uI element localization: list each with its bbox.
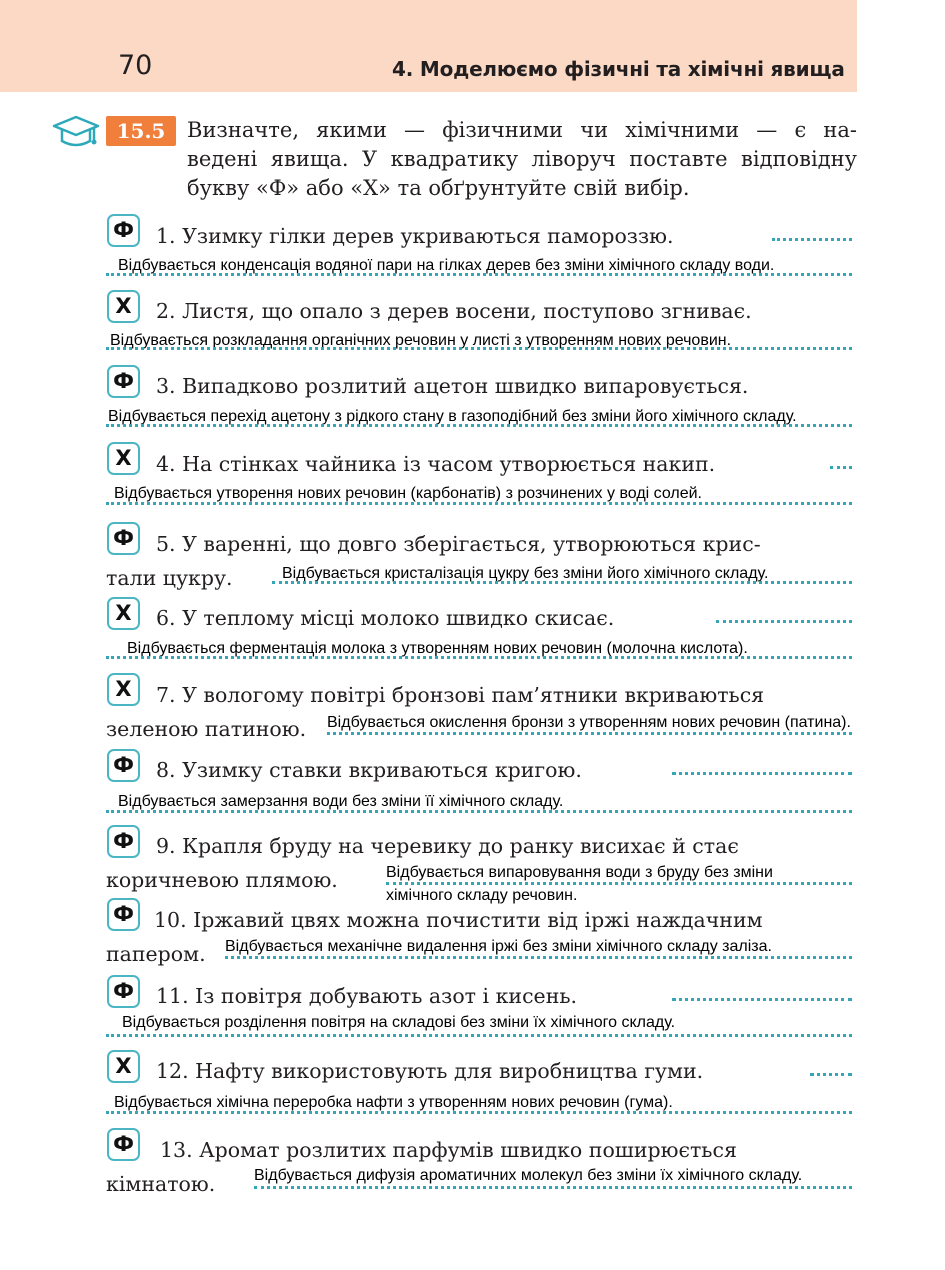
task-line: букву «Ф» або «Х» та обґрунтуйте свій вибір. <box>187 176 690 200</box>
answer-line <box>106 1111 852 1114</box>
answer-box[interactable]: Ф <box>107 522 140 555</box>
task-number-badge: 15.5 <box>106 116 176 146</box>
answer-line <box>810 1073 852 1076</box>
answer-box[interactable]: Ф <box>107 214 140 247</box>
item-text: зеленою патиною. <box>106 717 307 741</box>
answer-line <box>106 273 852 276</box>
item-text: 5. У варенні, що довго зберігається, утворюються крис- <box>156 532 761 556</box>
item-text: тали цукру. <box>106 566 233 590</box>
item-text: 12. Нафту використовують для виробництва гуми. <box>156 1059 704 1083</box>
answer-text[interactable]: Відбувається розділення повітря на складові без зміни їх хімічного складу. <box>122 1014 676 1031</box>
answer-box[interactable]: Х <box>107 1050 140 1083</box>
answer-box[interactable]: Х <box>107 290 140 323</box>
item-text: 3. Випадково розлитий ацетон швидко випаровується. <box>156 374 749 398</box>
task-line: ведені явища. У квадратику ліворуч поставте відповідну <box>187 147 857 171</box>
answer-line <box>772 238 852 241</box>
item-text: 9. Крапля бруду на черевику до ранку висихає й стає <box>156 834 739 858</box>
answer-line <box>225 956 852 959</box>
answer-line <box>672 998 852 1001</box>
answer-line <box>106 810 852 813</box>
answer-text[interactable]: Відбувається механічне видалення іржі без зміни хімічного складу заліза. <box>225 938 772 955</box>
answer-line <box>716 620 852 623</box>
answer-text[interactable]: Відбувається утворення нових речовин (карбонатів) з розчинених у воді солей. <box>114 485 702 502</box>
answer-box[interactable]: Ф <box>107 825 140 858</box>
answer-box[interactable]: Ф <box>107 975 140 1008</box>
answer-text[interactable]: Відбувається кристалізація цукру без зміни його хімічного складу. <box>282 565 769 582</box>
item-text: кімнатою. <box>106 1172 216 1196</box>
item-text: папером. <box>106 942 206 966</box>
answer-text[interactable]: Відбувається дифузія ароматичних молекул без зміни їх хімічного складу. <box>254 1167 803 1184</box>
answer-text[interactable]: Відбувається замерзання води без зміни її хімічного складу. <box>118 793 564 810</box>
answer-line <box>106 502 852 505</box>
answer-line <box>106 424 852 427</box>
answer-text[interactable]: Відбувається перехід ацетону з рідкого стану в газоподібний без зміни його хімічного складу. <box>108 408 797 425</box>
answer-box[interactable]: Ф <box>107 749 140 782</box>
graduation-cap-icon <box>52 114 100 150</box>
answer-line <box>106 656 852 659</box>
answer-line <box>106 347 852 350</box>
answer-text[interactable]: Відбувається хімічна переробка нафти з утворенням нових речовин (гума). <box>114 1094 673 1111</box>
answer-line <box>830 466 852 469</box>
item-text: 10. Іржавий цвях можна почистити від іржі наждачним <box>154 908 763 932</box>
answer-box[interactable]: Ф <box>107 365 140 398</box>
answer-line <box>106 1034 852 1037</box>
answer-box[interactable]: Х <box>107 673 140 706</box>
item-text: 2. Листя, що опало з дерев восени, поступово згниває. <box>156 299 752 323</box>
item-text: 11. Із повітря добувають азот і кисень. <box>156 984 578 1008</box>
answer-box[interactable]: Х <box>107 442 140 475</box>
task-statement <box>187 116 857 203</box>
answer-box[interactable]: Ф <box>107 1128 140 1161</box>
item-text: 13. Аромат розлитих парфумів швидко поширюється <box>160 1138 737 1162</box>
answer-line <box>327 732 852 735</box>
item-text: 1. Узимку гілки дерев укриваються памороззю. <box>156 224 674 248</box>
answer-text[interactable]: Відбувається випаровування води з бруду без зміни <box>386 864 773 881</box>
answer-text[interactable]: Відбувається окислення бронзи з утворенням нових речовин (патина). <box>327 714 851 731</box>
answer-line <box>254 1186 852 1189</box>
answer-text[interactable]: Відбувається ферментація молока з утворенням нових речовин (молочна кислота). <box>127 640 748 657</box>
item-text: коричневою плямою. <box>106 868 338 892</box>
item-text: 7. У вологому повітрі бронзові пам’ятники вкриваються <box>156 683 765 707</box>
answer-text[interactable]: Відбувається розкладання органічних речовин у листі з утворенням нових речовин. <box>110 332 732 349</box>
answer-box[interactable]: Ф <box>107 898 140 931</box>
item-text: 8. Узимку ставки вкриваються кригою. <box>156 758 582 782</box>
item-text: 6. У теплому місці молоко швидко скисає. <box>156 606 615 630</box>
item-text: 4. На стінках чайника із часом утворюється накип. <box>156 452 716 476</box>
answer-text[interactable]: Відбувається конденсація водяної пари на гілках дерев без зміни хімічного складу води. <box>118 257 775 274</box>
task-line: Визначте, якими — фізичними чи хімічними — є на- <box>187 118 857 142</box>
page-number: 70 <box>118 50 153 81</box>
answer-text[interactable]: хімічного складу речовин. <box>386 887 578 904</box>
chapter-title: 4. Моделюємо фізичні та хімічні явища <box>392 57 845 81</box>
answer-line <box>272 581 852 584</box>
answer-box[interactable]: Х <box>107 597 140 630</box>
answer-line <box>386 882 852 885</box>
answer-line <box>672 772 852 775</box>
